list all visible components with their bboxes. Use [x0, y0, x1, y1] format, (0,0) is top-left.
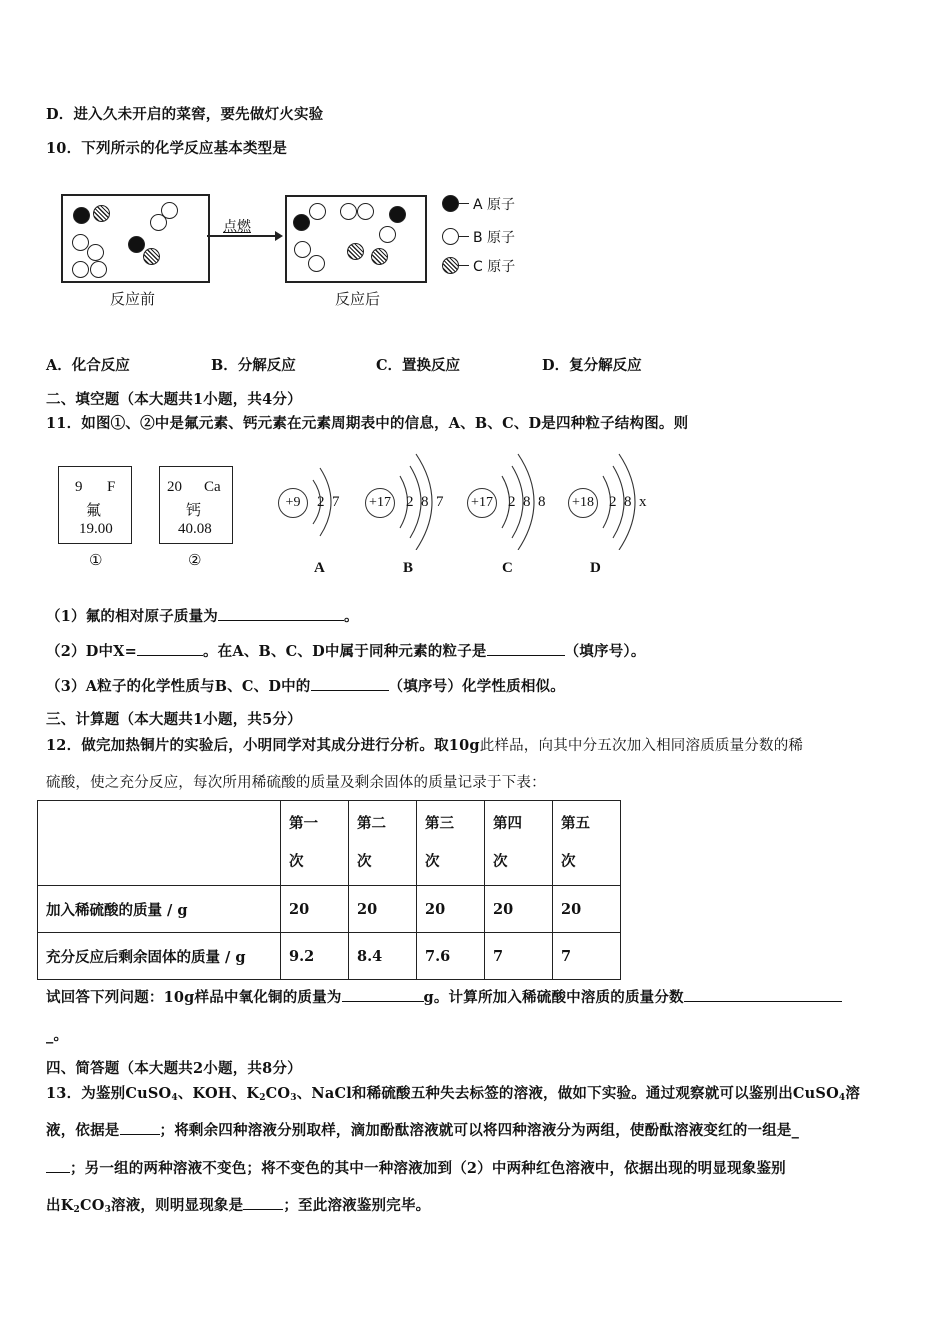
q10-stem: 10．下列所示的化学反应基本类型是 — [46, 140, 288, 157]
element-symbol: F — [107, 479, 116, 495]
q10-option-b: B．分解反应 — [211, 357, 296, 374]
answer-blank[interactable] — [137, 641, 203, 656]
b-atom-icon — [357, 203, 374, 220]
q13-line3: ；另一组的两种溶液不变色；将不变色的其中一种溶液加到（2）中两种红色溶液中，依据出现的明显现象鉴别 — [46, 1157, 786, 1178]
particle-label-d: D — [590, 560, 601, 576]
arrow-label: 点燃 — [223, 219, 251, 235]
atomic-number: 20 — [167, 479, 182, 495]
shells-c: 2 8 8 — [508, 494, 546, 510]
c-atom-icon — [442, 257, 459, 274]
element-symbol: Ca — [204, 479, 221, 495]
results-table — [37, 800, 621, 980]
answer-blank[interactable] — [243, 1195, 283, 1210]
q12-stem — [46, 734, 803, 755]
b-atom-icon — [87, 244, 104, 261]
cell: 20 — [553, 886, 621, 933]
b-atom-icon — [379, 226, 396, 243]
reaction-arrow — [207, 235, 277, 237]
header-cell: 第一 次 — [281, 801, 349, 886]
legend-b-label: B 原子 — [473, 230, 516, 246]
b-atom-icon — [72, 234, 89, 251]
table-header-row — [38, 801, 621, 886]
sub1-end: 。 — [344, 608, 359, 625]
row-label: 充分反应后剩余固体的质量 / g — [38, 933, 281, 980]
atomic-mass: 40.08 — [178, 521, 212, 537]
section-2-title: 二、填空题（本大题共1小题，共4分） — [46, 391, 302, 408]
figure-tag-2: ② — [188, 551, 202, 569]
c-atom-icon — [143, 248, 160, 265]
a-atom-icon — [293, 214, 310, 231]
element-name: 钙 — [186, 503, 202, 519]
q11-sub2 — [46, 640, 646, 661]
sub2-text: （2）D中X= — [46, 643, 137, 660]
before-box — [61, 194, 210, 283]
a-atom-icon — [389, 206, 406, 223]
sub3-text: （3）A粒子的化学性质与B、C、D中的 — [46, 678, 311, 695]
stem-light: 此样品，向其中分五次加入相同溶质质量分数的稀 — [479, 738, 804, 754]
after-label: 反应后 — [335, 290, 381, 308]
legend-dash — [459, 236, 469, 237]
cell: 7 — [553, 933, 621, 980]
a-atom-icon — [442, 195, 459, 212]
nucleus-c: +17 — [467, 488, 497, 518]
b-atom-icon — [442, 228, 459, 245]
b-atom-icon — [308, 255, 325, 272]
section-4-title: 四、简答题（本大题共2小题，共8分） — [46, 1060, 302, 1077]
q10-option-d: D．复分解反应 — [542, 357, 642, 374]
cell: 7.6 — [417, 933, 485, 980]
atomic-mass: 19.00 — [79, 521, 113, 537]
sub2-mid: 。在A、B、C、D中属于同种元素的粒子是 — [202, 643, 487, 660]
atomic-number: 9 — [75, 479, 83, 495]
answer-blank[interactable] — [684, 987, 842, 1002]
q12-stem-line2: 硫酸，使之充分反应，每次所用稀硫酸的质量及剩余固体的质量记录于下表： — [46, 775, 546, 791]
sub1-text: （1）氟的相对原子质量为 — [46, 608, 218, 625]
answer-blank[interactable] — [311, 676, 389, 691]
legend-a-label: A 原子 — [473, 197, 516, 213]
b-atom-icon — [309, 203, 326, 220]
row-label: 加入稀硫酸的质量 / g — [38, 886, 281, 933]
element-cell-fluorine — [58, 466, 132, 544]
c-atom-icon — [347, 243, 364, 260]
legend-c-label: C 原子 — [473, 259, 516, 275]
header-cell: 第三 次 — [417, 801, 485, 886]
nucleus-d: +18 — [568, 488, 598, 518]
sub3-end: （填序号）化学性质相似。 — [388, 678, 565, 695]
b-atom-icon — [294, 241, 311, 258]
cell: 9.2 — [281, 933, 349, 980]
c-atom-icon — [93, 205, 110, 222]
sub2-end: （填序号）。 — [564, 643, 646, 660]
q10-option-c: C．置换反应 — [376, 357, 461, 374]
element-cell-calcium — [159, 466, 233, 544]
particle-label-a: A — [314, 560, 325, 576]
legend-dash — [459, 265, 469, 266]
q13-line2: 液，依据是 ；将剩余四种溶液分别取样，滴加酚酞溶液就可以将四种溶液分为两组，使酚酞溶液变红的一组是_ — [46, 1122, 800, 1139]
cell: 20 — [349, 886, 417, 933]
before-label: 反应前 — [110, 290, 156, 308]
a-atom-icon — [73, 207, 90, 224]
nucleus-b: +17 — [365, 488, 395, 518]
header-cell: 第五 次 — [553, 801, 621, 886]
cell: 7 — [485, 933, 553, 980]
q9-option-d: D．进入久未开启的菜窖，要先做灯火实验 — [46, 106, 324, 123]
cell: 20 — [417, 886, 485, 933]
table-row — [38, 886, 621, 933]
b-atom-icon — [340, 203, 357, 220]
shells-b: 2 8 7 — [406, 494, 444, 510]
shells-a: 2 7 — [317, 494, 340, 510]
answer-blank[interactable] — [46, 1158, 70, 1173]
q12-question-end: _。 — [46, 1027, 69, 1044]
particle-label-c: C — [502, 560, 513, 576]
particle-label-b: B — [403, 560, 414, 576]
section-3-title: 三、计算题（本大题共1小题，共5分） — [46, 711, 302, 728]
answer-blank[interactable] — [342, 987, 424, 1002]
arrow-head-icon — [275, 231, 283, 241]
answer-blank[interactable] — [120, 1120, 160, 1135]
legend-dash — [459, 203, 469, 204]
q11-stem: 11．如图①、②中是氟元素、钙元素在元素周期表中的信息，A、B、C、D是四种粒子结构图。则 — [46, 415, 689, 432]
header-cell: 第四 次 — [485, 801, 553, 886]
element-name: 氟 — [86, 503, 102, 519]
q11-sub3 — [46, 675, 565, 696]
table-row — [38, 933, 621, 980]
q12-question — [46, 986, 842, 1007]
c-atom-icon — [371, 248, 388, 265]
figure-tag-1: ① — [89, 551, 103, 569]
question-mid: g。计算所加入稀硫酸中溶质的质量分数 — [423, 989, 684, 1006]
question-text: 试回答下列问题：10g样品中氧化铜的质量为 — [46, 989, 342, 1006]
cell: 20 — [485, 886, 553, 933]
q11-sub1 — [46, 605, 359, 626]
header-blank-cell — [38, 801, 281, 886]
answer-blank[interactable] — [218, 606, 344, 621]
b-atom-icon — [90, 261, 107, 278]
answer-blank[interactable] — [487, 641, 565, 656]
cell: 20 — [281, 886, 349, 933]
b-atom-icon — [150, 214, 167, 231]
shells-d: 2 8 x — [609, 494, 647, 510]
b-atom-icon — [72, 261, 89, 278]
stem-bold: 12．做完加热铜片的实验后，小明同学对其成分进行分析。取10g — [46, 737, 480, 754]
q13-line4: 出$K_2CO_3$溶液，则明显现象是 ；至此溶液鉴别完毕。 — [46, 1197, 431, 1215]
a-atom-icon — [128, 236, 145, 253]
cell: 8.4 — [349, 933, 417, 980]
nucleus-a: +9 — [278, 488, 308, 518]
q10-option-a: A．化合反应 — [46, 357, 130, 374]
after-box — [285, 195, 427, 283]
header-cell: 第二 次 — [349, 801, 417, 886]
q13-line1: 13．为鉴别CuSO$_4$、KOH、$K_2CO_3$、NaCl和稀硫酸五种失去标签的溶液，做如下实验。通过观察就可以鉴别出CuSO$_4$溶 — [46, 1085, 861, 1103]
